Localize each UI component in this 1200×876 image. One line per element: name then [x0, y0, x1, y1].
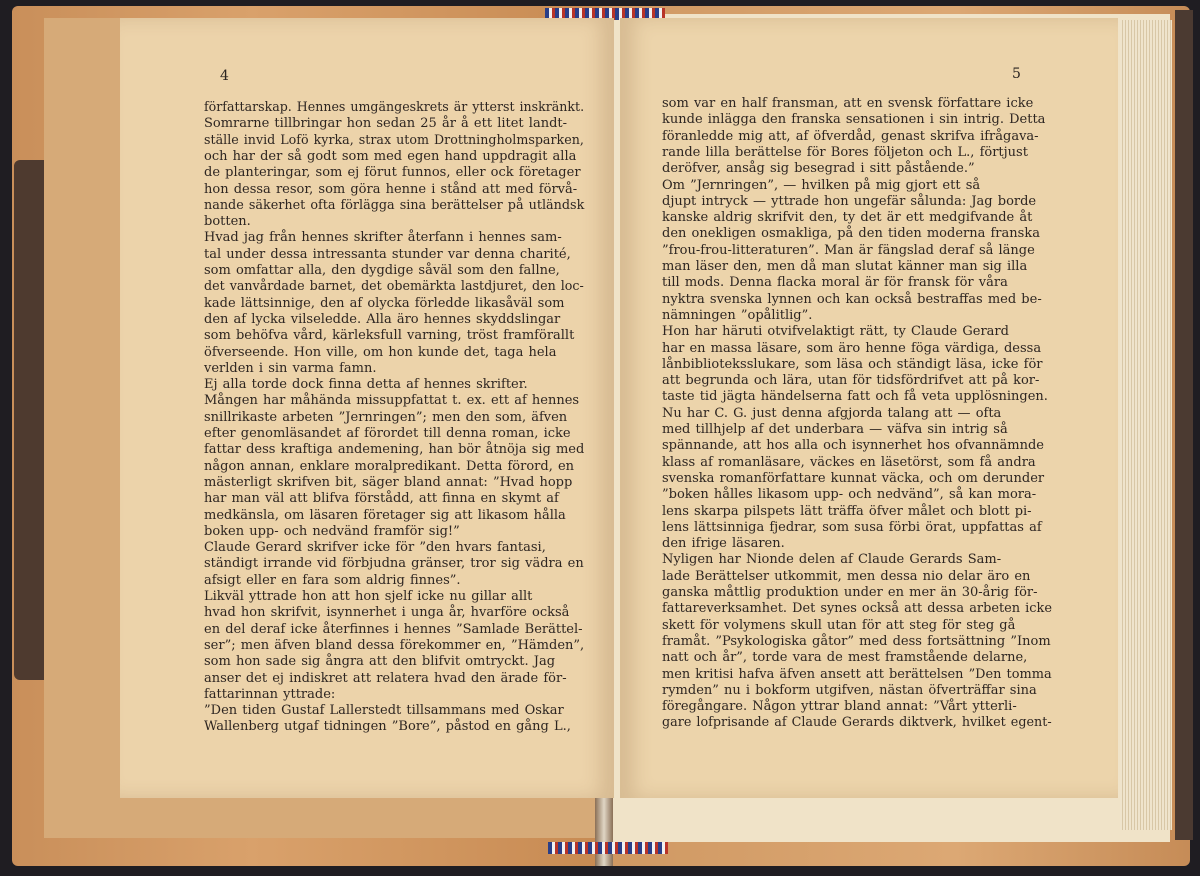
text-line: ”boken hålles likasom upp- och nedvänd”, så kan mora-	[662, 487, 1037, 503]
text-line: verlden i sin varma famn.	[204, 360, 377, 376]
text-line: fattarinnan yttrade:	[204, 686, 336, 702]
text-line: det vanvårdade barnet, det obemärkta lastdjuret, den loc-	[204, 279, 584, 295]
text-line: med tillhjelp af det underbara — väfva sin intrig så	[662, 422, 1008, 437]
text-line: gare lofprisande af Claude Gerards diktverk, hvilket egent-	[662, 715, 1052, 731]
text-line: lade Berättelser utkommit, men dessa nio delar äro en	[662, 568, 1031, 584]
text-line: rymden” nu i bokform utgifven, nästan öfverträffar sina	[662, 682, 1037, 698]
text-line: någon annan, enklare moralpredikant. Detta förord, en	[204, 458, 575, 474]
text-line: har en massa läsare, som äro henne föga värdiga, dessa	[662, 340, 1042, 356]
text-line: författarskap. Hennes umgängeskrets är ytterst inskränkt.	[204, 100, 585, 115]
cover-board-right	[1175, 10, 1193, 840]
text-line: mästerligt skrifven bit, säger bland annat: ”Hvad hopp	[204, 474, 573, 490]
text-line: snillrikaste arbeten ”Jernringen”; men den som, äfven	[204, 409, 568, 425]
text-line: hon dessa resor, som göra henne i stånd att med förvå-	[204, 181, 578, 197]
text-line: Om ”Jernringen”, — hvilken på mig gjort ett så	[662, 177, 981, 193]
left-page	[120, 18, 614, 798]
page-number-right: 5	[1012, 66, 1021, 82]
text-line: den onekligen osmakliga, på den tiden moderna franska	[662, 226, 1040, 242]
text-line: hvad hon skrifvit, isynnerhet i unga år, hvarföre också	[204, 605, 570, 621]
text-line: natt och år”, torde vara de mest framstående delarne,	[662, 650, 1028, 666]
left-page-text	[204, 100, 584, 740]
text-line: men kritisi hafva äfven ansett att berättelsen ”Den tomma	[662, 666, 1052, 682]
text-line: kunde inlägga den franska sensationen i sin intrig. Detta	[662, 112, 1046, 128]
text-line: som hon sade sig ångra att den blifvit omtryckt. Jag	[204, 654, 556, 670]
text-line: Likväl yttrade hon att hon sjelf icke nu gillar allt	[204, 589, 533, 604]
text-line: lens skarpa pilspets lätt träffa öfver målet och blott pi-	[662, 503, 1032, 519]
text-line: rande lilla berättelse för Bores följeton och L., förtjust	[662, 144, 1028, 160]
text-line: som omfattar alla, den dygdige såväl som den fallne,	[204, 263, 560, 278]
text-line: föregångare. Någon yttrar bland annat: ”Vårt ytterli-	[662, 699, 1017, 715]
text-line: att begrunda och lära, utan för tidsfördrifvet att på kor-	[662, 373, 1040, 389]
text-line: Claude Gerard skrifver icke för ”den hvars fantasi,	[204, 540, 546, 556]
text-line: taste tid jägta händelserna fatt och få veta upplösningen.	[662, 389, 1048, 405]
text-line: till mods. Denna flacka moral är för fransk för våra	[662, 275, 1008, 291]
headband-bottom	[548, 842, 668, 854]
text-line: som behöfva vård, kärleksfull varning, tröst framförallt	[204, 328, 575, 344]
text-line: tal under dessa intressanta stunder var denna charité,	[204, 246, 571, 262]
text-line: framåt. ”Psykologiska gåtor” med dess fortsättning ”Inom	[662, 633, 1051, 649]
text-line: afsigt eller en fara som aldrig finnes”.	[204, 572, 461, 588]
text-line: nande säkerhet ofta förlägga sina berättelser på utländsk	[204, 197, 585, 213]
text-line: fattareverksamhet. Det synes också att dessa arbeten icke	[662, 601, 1052, 617]
right-page	[620, 18, 1118, 798]
text-line: klass af romanläsare, väckes en läsetörst, som få andra	[662, 454, 1036, 470]
text-line: öfverseende. Hon ville, om hon kunde det, taga hela	[204, 344, 557, 360]
text-line: ganska måttlig produktion under en mer än 30-årig för-	[662, 585, 1038, 600]
text-line: den af lycka vilseledde. Alla äro hennes skyddslingar	[204, 311, 561, 327]
text-line: föranledde mig att, af öfverdåd, genast skrifva ifrågava-	[662, 128, 1039, 144]
text-line: anser det ej indiskret att relatera hvad den ärade för-	[204, 670, 567, 686]
text-line: efter genomläsandet af förordet till denna roman, icke	[204, 426, 571, 441]
text-line: den ifrige läsaren.	[662, 536, 785, 552]
text-line: Hvad jag från hennes skrifter återfann i hennes sam-	[204, 230, 562, 246]
text-line: nyktra svenska lynnen och kan också bestraffas med be-	[662, 291, 1042, 307]
text-line: ser”; men äfven bland dessa förekommer en, ”Hämden”,	[204, 637, 585, 653]
text-line: lens lättsinniga fjedrar, som susa förbi örat, uppfattas af	[662, 519, 1042, 535]
text-line: man läser den, men då man slutat känner man sig illa	[662, 259, 1028, 274]
text-line: ”Den tiden Gustaf Lallerstedt tillsammans med Oskar	[204, 703, 564, 719]
text-line: botten.	[204, 214, 251, 230]
text-line: deröfver, ansåg sig besegrad i sitt påstående.”	[662, 161, 975, 177]
page-number-left: 4	[220, 68, 229, 84]
text-line: medkänsla, om läsaren företager sig att likasom hålla	[204, 507, 566, 523]
text-line: Nu har C. G. just denna afgjorda talang att — ofta	[662, 405, 1002, 421]
text-line: skett för volymens skull utan för att steg för steg gå	[662, 617, 1016, 633]
text-line: Wallenberg utgaf tidningen ”Bore”, påstod en gång L.,	[204, 719, 571, 735]
text-line: och har der så godt som med egen hand uppdragit alla	[204, 148, 577, 164]
text-line: ställe invid Lofö kyrka, strax utom Drottningholmsparken,	[204, 132, 584, 148]
text-line: Ej alla torde dock finna detta af hennes skrifter.	[204, 377, 528, 393]
text-line: ”frou-frou-litteraturen”. Man är fängslad deraf så länge	[662, 242, 1035, 258]
text-line: Hon har häruti otvifvelaktigt rätt, ty Claude Gerard	[662, 324, 1009, 340]
right-page-text	[662, 96, 1052, 736]
text-line: kade lättsinnige, den af olycka förledde likasåväl som	[204, 295, 565, 311]
text-line: Mången har måhända missuppfattat t. ex. ett af hennes	[204, 393, 580, 409]
text-line: ständigt irrande vid förbjudna gränser, tror sig vädra en	[204, 556, 584, 572]
text-line: svenska romanförfattare kunnat väcka, och om derunder	[662, 470, 1045, 486]
text-line: fattar dess kraftiga andemening, han bör åtnöja sig med	[204, 442, 585, 458]
text-line: Nyligen har Nionde delen af Claude Gerards Sam-	[662, 552, 1002, 568]
text-line: nämningen ”opålitlig”.	[662, 307, 813, 323]
text-line: spännande, att hos alla och isynnerhet hos ofvannämnde	[662, 438, 1044, 454]
page-edges	[1120, 20, 1172, 830]
text-line: en del deraf icke återfinnes i hennes ”Samlade Berättel-	[204, 621, 583, 637]
text-line: djupt intryck — yttrade hon ungefär sålunda: Jag borde	[662, 193, 1037, 209]
text-line: lånbiblioteksslukare, som läsa och ständigt läsa, icke för	[662, 356, 1043, 372]
text-line: boken upp- och nedvänd framför sig!”	[204, 523, 460, 539]
text-line: har man väl att blifva förstådd, att finna en skymt af	[204, 491, 559, 507]
text-line: kanske aldrig skrifvit den, ty det är ett medgifvande åt	[662, 210, 1033, 226]
text-line: de planteringar, som ej förut funnos, eller ock företager	[204, 165, 581, 181]
text-line: Somrarne tillbringar hon sedan 25 år å ett litet landt-	[204, 116, 568, 132]
text-line: som var en half fransman, att en svensk författare icke	[662, 96, 1034, 111]
